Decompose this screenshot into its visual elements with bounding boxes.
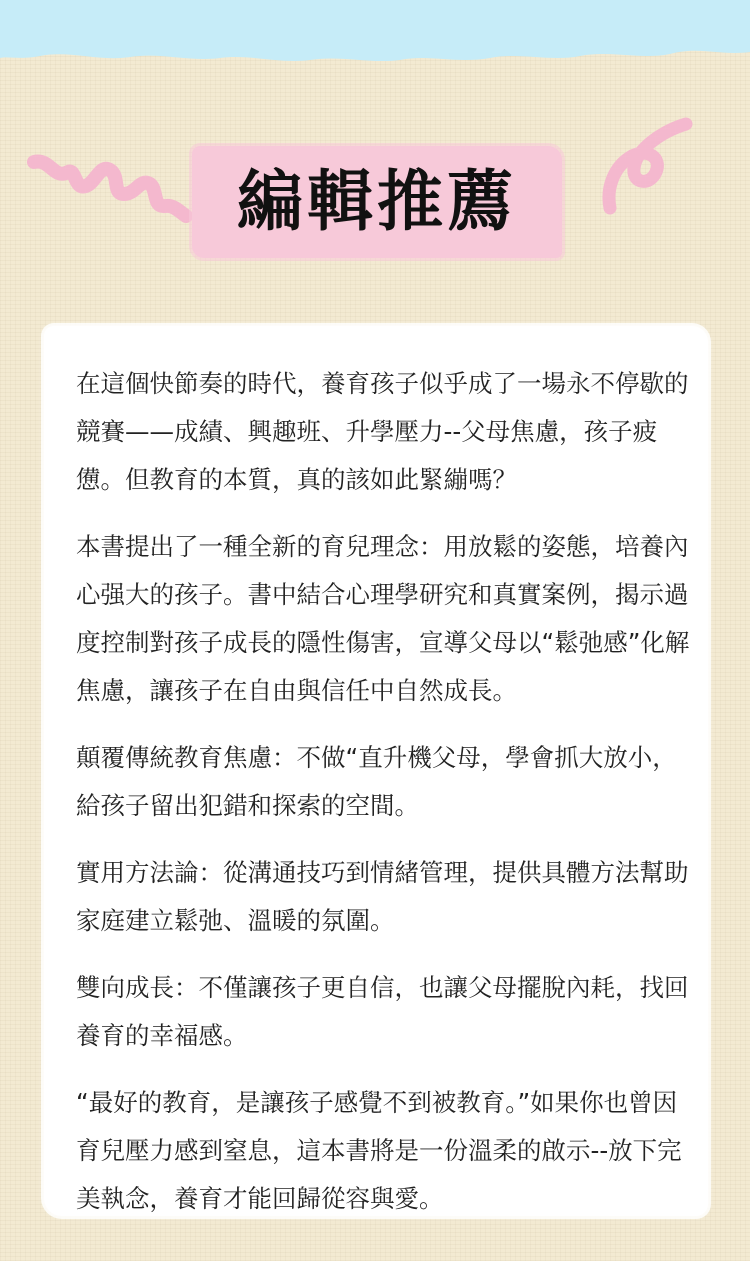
squiggle-decoration-left xyxy=(20,150,210,230)
title-banner xyxy=(192,146,562,258)
paragraph-concept: 本書提出了一種全新的育兒理念：用放鬆的姿態，培養內心强大的孩子。書中結合心理學研究和真實案例，揭示過度控制對孩子成長的隱性傷害，宣導父母以“鬆弛感”化解焦慮，讓孩子在自由與信任中自然成長。 xyxy=(76,532,690,705)
squiggle-decoration-right xyxy=(590,110,700,220)
article-body xyxy=(76,360,696,1242)
paragraph-point-growth: 雙向成長：不僅讓孩子更自信，也讓父母擺脫內耗，找回養育的幸福感。 xyxy=(76,973,689,1050)
paragraph-point-anxiety: 顛覆傳統教育焦慮：不做“直升機父母，學會抓大放小，給孩子留出犯錯和探索的空間。 xyxy=(76,743,677,820)
paragraph-closing: “最好的教育，是讓孩子感覺不到被教育。”如果你也曾因育兒壓力感到窒息，這本書將是一份溫柔的啟示--放下完美執念，養育才能回歸從容與愛。 xyxy=(76,1088,682,1213)
sky-strip xyxy=(0,0,750,70)
paragraph-point-method: 實用方法論：從溝通技巧到情緒管理，提供具體方法幫助家庭建立鬆弛、溫暖的氛圍。 xyxy=(76,858,689,935)
paragraph-intro: 在這個快節奏的時代，養育孩子似乎成了一場永不停歇的競賽——成績、興趣班、升學壓力--父母焦慮，孩子疲憊。但教育的本質，真的該如此緊繃嗎？ xyxy=(76,369,689,494)
page-title: 編輯推薦 xyxy=(237,163,517,240)
